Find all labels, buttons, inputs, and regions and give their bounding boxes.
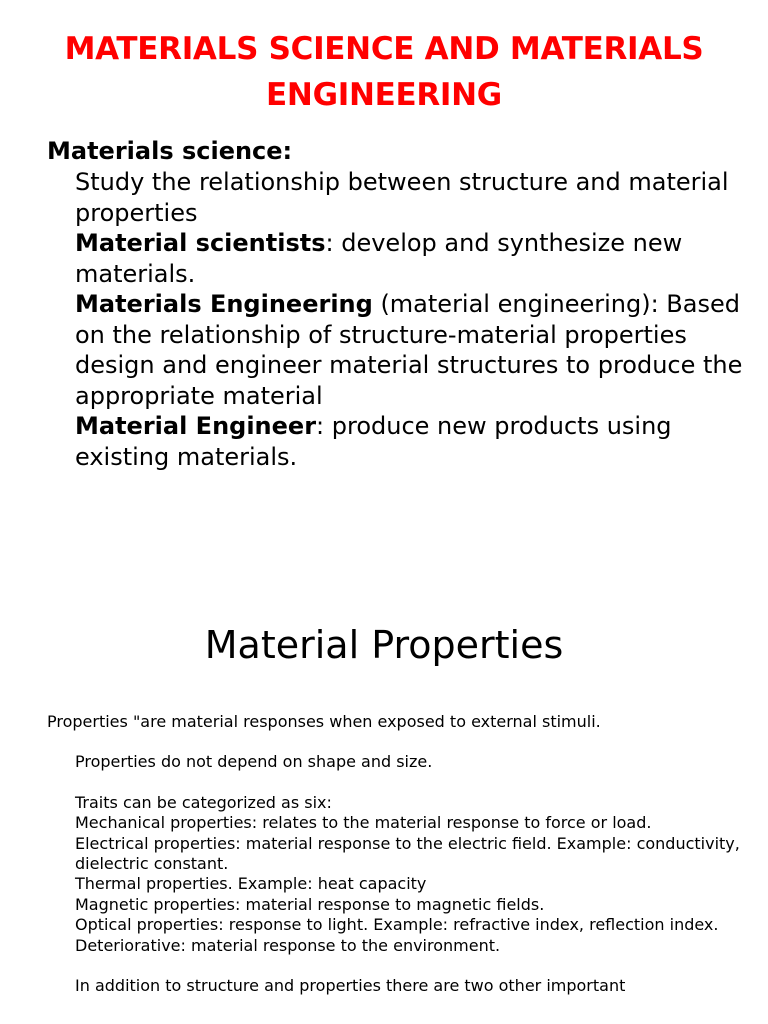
trait-mechanical: Mechanical properties: relates to the material response to force or load.	[75, 813, 652, 833]
slide-title	[24, 26, 744, 118]
definition-term: Material scientists	[75, 229, 326, 257]
definition-text: : develop and synthesize new materials.	[75, 229, 683, 288]
properties-intro: Properties "are material responses when exposed to external stimuli.	[47, 712, 601, 731]
lead-heading: Materials science:	[47, 137, 293, 165]
definition-text: (material engineering): Based on the relationship of structure-material properties design and engineer material structures to produce the appropriate material	[75, 290, 743, 410]
slide-material-properties	[0, 590, 768, 1024]
definition-term: Materials Engineering	[75, 290, 373, 318]
trait-optical: Optical properties: response to light. Example: refractive index, reflection index.	[75, 915, 719, 935]
traits-intro: Traits can be categorized as six:	[75, 792, 332, 812]
trait-deteriorative: Deteriorative: material response to the environment.	[75, 935, 501, 955]
properties-shape-note: Properties do not depend on shape and size.	[75, 752, 433, 772]
definition-engineering	[75, 289, 755, 411]
definition-engineer	[75, 411, 755, 472]
properties-body	[47, 712, 747, 996]
properties-addition: In addition to structure and properties there are two other important	[75, 976, 626, 996]
definition-text: Study the relationship between structure and material properties	[75, 168, 729, 227]
definition-text: : produce new products using existing materials.	[75, 412, 672, 471]
trait-magnetic: Magnetic properties: material response to magnetic fields.	[75, 894, 545, 914]
title-line-1: MATERIALS SCIENCE AND MATERIALS	[64, 31, 704, 67]
definition-study	[75, 167, 755, 228]
trait-electrical: Electrical properties: material response to the electric field. Example: conductivity, dielectric constant.	[75, 833, 740, 874]
properties-list	[47, 752, 747, 996]
slide-title: Material Properties	[204, 623, 564, 667]
definition-term: Material Engineer	[75, 412, 317, 440]
title-line-2: ENGINEERING	[266, 77, 502, 113]
definition-scientists	[75, 228, 755, 289]
trait-thermal: Thermal properties. Example: heat capacity	[75, 874, 427, 894]
definition-list	[75, 167, 755, 472]
